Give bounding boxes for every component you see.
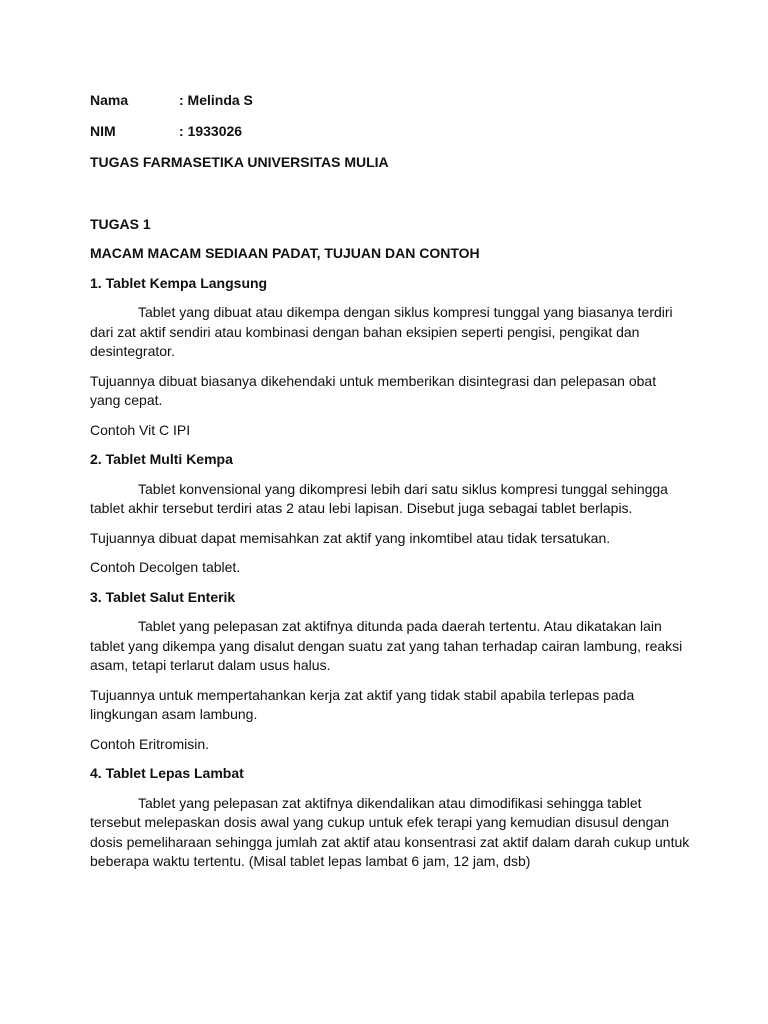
section-description: Tablet konvensional yang dikompresi lebih dari satu siklus kompresi tunggal sehingga tablet akhir tersebut terdiri atas 2 atau lebi lapisan. Disebut juga sebagai tablet berlapis. (90, 480, 668, 516)
name-value: : Melinda S (179, 92, 253, 108)
section-tablet-multi-kempa (90, 450, 690, 578)
section-example: Contoh Vit C IPI (90, 421, 191, 438)
section-description: Tablet yang dibuat atau dikempa dengan siklus kompresi tunggal yang biasanya terdiri dari zat aktif sendiri atau kombinasi dengan bahan eksipien seperti pengisi, pengikat dan desintegrator. (90, 304, 673, 359)
section-heading: 4. Tablet Lepas Lambat (90, 765, 244, 781)
assignment-label: TUGAS 1 (90, 215, 151, 232)
name-label: Nama (90, 92, 129, 108)
assignment-title: MACAM MACAM SEDIAAN PADAT, TUJUAN DAN CONTOH (90, 245, 480, 261)
nim-row (90, 122, 690, 142)
section-tablet-lepas-lambat (90, 764, 690, 872)
section-description: Tablet yang pelepasan zat aktifnya ditunda pada daerah tertentu. Atau dikatakan lain tablet yang dikempa yang disalut dengan suatu zat yang tahan terhadap cairan lambung, reaksi asam, tetapi terlarut dalam usus halus. (90, 618, 683, 673)
nim-value: : 1933026 (179, 123, 243, 139)
nim-label: NIM (90, 123, 116, 139)
section-description: Tablet yang pelepasan zat aktifnya dikendalikan atau dimodifikasi sehingga tablet tersebut melepaskan dosis awal yang cukup untuk efek terapi yang kemudian disusul dengan dosis pemeliharaan sehingga jumlah zat aktif atau konsentrasi zat aktif dalam darah cukup untuk beberapa waktu tertentu. (Misal tablet lepas lambat 6 jam, 12 jam, dsb) (90, 794, 690, 869)
section-heading: 3. Tablet Salut Enterik (90, 588, 236, 605)
section-purpose: Tujuannya dibuat dapat memisahkan zat aktif yang inkomtibel atau tidak tersatukan. (90, 529, 611, 546)
section-heading: 2. Tablet Multi Kempa (90, 451, 233, 467)
section-example: Contoh Eritromisin. (90, 735, 210, 752)
course-title: TUGAS FARMASETIKA UNIVERSITAS MULIA (90, 154, 389, 170)
document-page (90, 91, 690, 882)
section-tablet-kempa-langsung (90, 274, 690, 441)
section-heading: 1. Tablet Kempa Langsung (90, 274, 268, 291)
section-purpose: Tujuannya dibuat biasanya dikehendaki untuk memberikan disintegrasi dan pelepasan obat yang cepat. (90, 372, 657, 408)
section-tablet-salut-enterik (90, 588, 690, 755)
name-row (90, 91, 690, 111)
section-example: Contoh Decolgen tablet. (90, 559, 241, 575)
section-purpose: Tujuannya untuk mempertahankan kerja zat aktif yang tidak stabil apabila terlepas pada lingkungan asam lambung. (90, 686, 635, 722)
